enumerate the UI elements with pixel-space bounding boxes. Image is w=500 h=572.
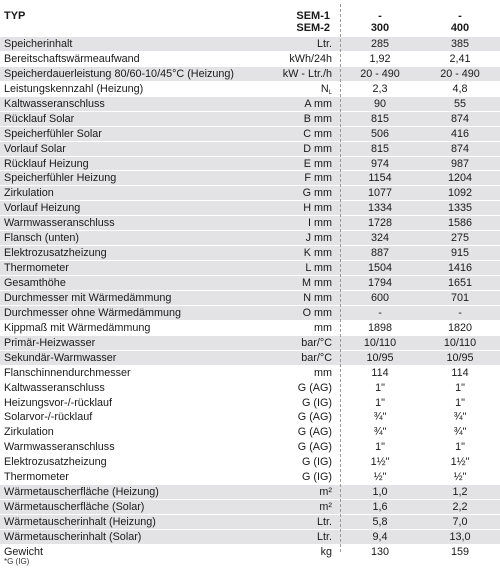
row-value-400: 275 (450, 232, 469, 245)
row-unit-text: J mm (305, 232, 332, 245)
col2-top: - (458, 10, 462, 22)
row-value-400: 385 (450, 38, 469, 50)
row-unit-text: G (AG) (297, 411, 332, 424)
row-value-300: 1" (375, 441, 385, 454)
table-row (0, 67, 500, 82)
row-value-300: 20 - 490 (360, 67, 400, 80)
row-label: Speicherdauerleistung 80/60-10/45°C (Heizung) (4, 67, 234, 80)
row-unit-text: N mm (303, 291, 332, 304)
row-value-300: 324 (370, 232, 389, 245)
row-unit (240, 321, 332, 336)
row-value-300: 887 (370, 247, 389, 260)
row-unit (240, 186, 332, 201)
row-unit-subscript: L (328, 89, 332, 96)
table-row (0, 186, 500, 201)
row-value-400: 1335 (447, 202, 473, 215)
row-unit (240, 201, 332, 216)
row-unit-text: I mm (308, 217, 332, 230)
table-row (0, 261, 500, 276)
row-value-300: 974 (370, 157, 389, 170)
row-unit-text: G mm (302, 187, 332, 200)
row-unit (240, 366, 332, 381)
table-row (0, 455, 500, 470)
row-value-300: 5,8 (372, 516, 388, 528)
row-unit (240, 112, 332, 127)
row-value-400: 1586 (447, 217, 473, 230)
row-label: Gesamthöhe (4, 277, 66, 289)
col2-header: 400 (450, 22, 470, 34)
row-value-400: 987 (450, 157, 469, 170)
row-unit-text: m² (319, 501, 332, 514)
table-row (0, 530, 500, 545)
row-label: Wärmetauscherinhalt (Heizung) (4, 516, 156, 528)
row-value-300: 10/110 (363, 336, 397, 349)
row-value-400: 1" (455, 381, 465, 394)
row-value-400: 915 (450, 247, 469, 260)
row-label: Flanschinnendurchmesser (4, 366, 131, 379)
col1-header: 300 (370, 22, 390, 34)
table-row (0, 485, 500, 500)
row-unit (240, 500, 332, 515)
row-value-400: 1820 (447, 321, 473, 334)
row-value-400: 1204 (447, 172, 473, 185)
row-unit (240, 216, 332, 231)
table-row (0, 545, 500, 560)
row-value-400: 2,41 (449, 52, 471, 65)
row-unit-text: kg (320, 545, 332, 558)
row-value-400: 13,0 (449, 530, 471, 543)
row-label: Warmwasseranschluss (4, 441, 115, 454)
row-value-300: 1898 (367, 321, 393, 334)
table-row (0, 276, 500, 291)
column-divider (340, 4, 341, 552)
table-row (0, 396, 500, 411)
table-row (0, 351, 500, 366)
row-value-300: 1,0 (372, 486, 388, 499)
row-unit (240, 381, 332, 396)
row-unit (240, 291, 332, 306)
row-unit (240, 127, 332, 142)
row-unit (240, 276, 332, 291)
row-label: Rücklauf Heizung (4, 157, 89, 170)
row-unit (240, 545, 332, 560)
row-unit-text: G (IG) (302, 456, 332, 469)
row-label: Thermometer (4, 262, 69, 275)
row-value-300: 1,6 (372, 501, 388, 514)
row-label: Durchmesser mit Wärmedämmung (4, 291, 172, 304)
row-unit-text: Ltr. (316, 516, 332, 528)
row-label: Flansch (unten) (4, 232, 80, 245)
row-unit (240, 142, 332, 157)
row-label: Gewicht (4, 545, 44, 558)
row-value-400: 1,2 (452, 486, 468, 499)
table-row (0, 515, 500, 530)
row-unit-text: mm (314, 366, 332, 379)
row-unit (240, 396, 332, 411)
row-unit-text: B mm (303, 112, 332, 125)
row-unit (240, 351, 332, 366)
row-value-300: ¾" (373, 426, 387, 439)
row-label: Zirkulation (4, 187, 54, 200)
row-unit-text: bar/°C (301, 336, 332, 349)
row-unit (240, 52, 332, 67)
row-label: Vorlauf Solar (4, 142, 66, 155)
row-unit (240, 246, 332, 261)
row-label: Kippmaß mit Wärmedämmung (4, 321, 151, 334)
row-unit-text: Ltr. (316, 530, 332, 543)
row-unit-text: M mm (302, 277, 332, 289)
row-value-400: ½" (453, 471, 467, 484)
table-row (0, 366, 500, 381)
row-value-300: - (378, 306, 382, 319)
row-value-300: 9,4 (372, 530, 388, 543)
row-label: Rücklauf Solar (4, 112, 75, 125)
row-value-400: 2,2 (452, 501, 468, 514)
row-value-300: 1794 (367, 277, 393, 289)
row-label: Wärmetauscherinhalt (Solar) (4, 530, 142, 543)
row-label: Sekundär-Warmwasser (4, 351, 117, 364)
table-row (0, 306, 500, 321)
row-label: Bereitschaftswärmeaufwand (4, 52, 140, 65)
row-value-300: 1728 (367, 217, 393, 230)
row-value-400: - (458, 306, 462, 319)
table-row (0, 470, 500, 485)
row-value-400: 55 (453, 97, 466, 110)
row-value-400: 1651 (447, 277, 473, 289)
row-unit-text: mm (314, 321, 332, 334)
row-unit (240, 440, 332, 455)
row-unit (240, 67, 332, 82)
row-unit (240, 470, 332, 485)
table-row (0, 291, 500, 306)
row-unit-text: kWh/24h (289, 52, 332, 65)
row-unit-text: N (320, 82, 329, 95)
row-value-400: 1½" (450, 456, 470, 469)
row-unit (240, 261, 332, 276)
row-value-300: 1" (375, 381, 385, 394)
row-value-300: 285 (370, 38, 389, 50)
table-row (0, 410, 500, 425)
row-value-300: 10/95 (366, 351, 394, 364)
row-label: Zirkulation (4, 426, 54, 439)
row-unit-text: D mm (303, 142, 332, 155)
row-unit-text: kW - Ltr./h (282, 67, 332, 80)
row-unit (240, 455, 332, 470)
row-label: Thermometer (4, 471, 69, 484)
row-unit-text: bar/°C (301, 351, 332, 364)
row-label: Solarvor-/-rücklauf (4, 411, 93, 424)
table-row (0, 171, 500, 186)
row-label: Wärmetauscherfläche (Heizung) (4, 486, 159, 499)
table-row (0, 321, 500, 336)
table-row (0, 52, 500, 67)
row-value-300: 815 (370, 142, 389, 155)
row-value-300: ¾" (373, 411, 387, 424)
row-unit (240, 485, 332, 500)
row-unit (240, 97, 332, 112)
table-row (0, 82, 500, 97)
row-value-400: 1" (455, 396, 465, 409)
row-value-400: 10/95 (446, 351, 474, 364)
row-unit-text: K mm (303, 247, 332, 260)
row-label: Speicherfühler Heizung (4, 172, 117, 185)
table-row (0, 142, 500, 157)
row-value-300: 1,92 (369, 52, 391, 65)
row-value-300: 1" (375, 396, 385, 409)
row-unit (240, 306, 332, 321)
row-value-400: 7,0 (452, 516, 468, 528)
row-unit-text: A mm (304, 97, 332, 110)
table-row (0, 500, 500, 515)
row-label: Heizungsvor-/-rücklauf (4, 396, 113, 409)
row-label: Durchmesser ohne Wärmedämmung (4, 306, 182, 319)
row-value-400: 1092 (447, 187, 473, 200)
row-unit (240, 171, 332, 186)
row-label: Kaltwasseranschluss (4, 97, 105, 110)
row-value-300: ½" (373, 471, 387, 484)
row-unit (240, 515, 332, 530)
row-unit-text: O mm (302, 306, 332, 319)
row-unit-text: C mm (303, 127, 332, 140)
row-unit (240, 425, 332, 440)
row-value-300: 1154 (368, 172, 392, 185)
row-unit (240, 530, 332, 545)
row-value-400: 701 (450, 291, 469, 304)
row-label: Speicherfühler Solar (4, 127, 102, 140)
row-value-300: 600 (370, 291, 389, 304)
row-label: Speicherinhalt (4, 38, 73, 50)
table-row (0, 246, 500, 261)
table-row (0, 201, 500, 216)
row-value-400: 10/110 (443, 336, 477, 349)
row-value-300: 815 (370, 112, 389, 125)
row-value-400: 1416 (447, 262, 473, 275)
typ-label: TYP (4, 10, 26, 22)
row-value-400: 20 - 490 (440, 67, 480, 80)
row-unit (240, 231, 332, 246)
row-label: Vorlauf Heizung (4, 202, 81, 215)
sem1-label: SEM-1 (296, 10, 330, 22)
row-value-400: 4,8 (452, 82, 468, 95)
table-header (0, 0, 500, 34)
row-value-400: 874 (450, 142, 469, 155)
table-row (0, 97, 500, 112)
row-label: Elektrozusatzheizung (4, 247, 107, 260)
row-value-300: 1334 (367, 202, 393, 215)
row-unit-text: G (AG) (297, 426, 332, 439)
table-row (0, 336, 500, 351)
row-unit (240, 336, 332, 351)
row-value-300: 130 (370, 545, 389, 558)
row-label: Primär-Heizwasser (4, 336, 96, 349)
footnote: *G (IG) (4, 557, 30, 566)
row-unit (240, 37, 332, 52)
row-unit-text: G (IG) (302, 396, 332, 409)
row-label: Wärmetauscherfläche (Solar) (4, 501, 145, 514)
row-value-300: 506 (370, 127, 389, 140)
table-row (0, 157, 500, 172)
row-unit-text: H mm (303, 202, 332, 215)
row-value-300: 2,3 (372, 82, 388, 95)
row-unit-text: G (AG) (297, 381, 332, 394)
row-value-300: 1504 (367, 262, 393, 275)
row-value-400: ¾" (453, 426, 467, 439)
row-value-400: ¾" (453, 411, 467, 424)
sem2-label: SEM-2 (296, 22, 330, 34)
row-label: Warmwasseranschluss (4, 217, 115, 230)
row-value-300: 90 (373, 97, 386, 110)
table-row (0, 425, 500, 440)
table-row (0, 216, 500, 231)
row-value-300: 1077 (367, 187, 393, 200)
table-row (0, 440, 500, 455)
row-value-400: 1" (455, 441, 465, 454)
table-body (0, 37, 500, 560)
table-row (0, 112, 500, 127)
row-unit-text: G (AG) (297, 441, 332, 454)
row-unit (240, 157, 332, 172)
row-unit-text: m² (319, 486, 332, 499)
row-value-300: 114 (371, 366, 389, 379)
row-value-400: 416 (450, 127, 469, 140)
row-unit-text: F mm (304, 172, 332, 185)
table-row (0, 127, 500, 142)
row-unit (240, 410, 332, 425)
row-unit-text: E mm (303, 157, 332, 170)
table-row (0, 231, 500, 246)
row-label: Leistungskennzahl (Heizung) (4, 82, 144, 95)
row-unit-text: L mm (305, 262, 332, 275)
row-label: Elektrozusatzheizung (4, 456, 107, 469)
row-value-400: 874 (450, 112, 469, 125)
row-value-300: 1½" (370, 456, 390, 469)
table-row (0, 381, 500, 396)
row-label: Kaltwasseranschluss (4, 381, 105, 394)
row-value-400: 114 (451, 366, 469, 379)
row-unit-text: Ltr. (316, 38, 332, 50)
col1-top: - (378, 10, 382, 22)
row-unit-text: G (IG) (302, 471, 332, 484)
row-value-400: 159 (450, 545, 469, 558)
table-row (0, 37, 500, 52)
